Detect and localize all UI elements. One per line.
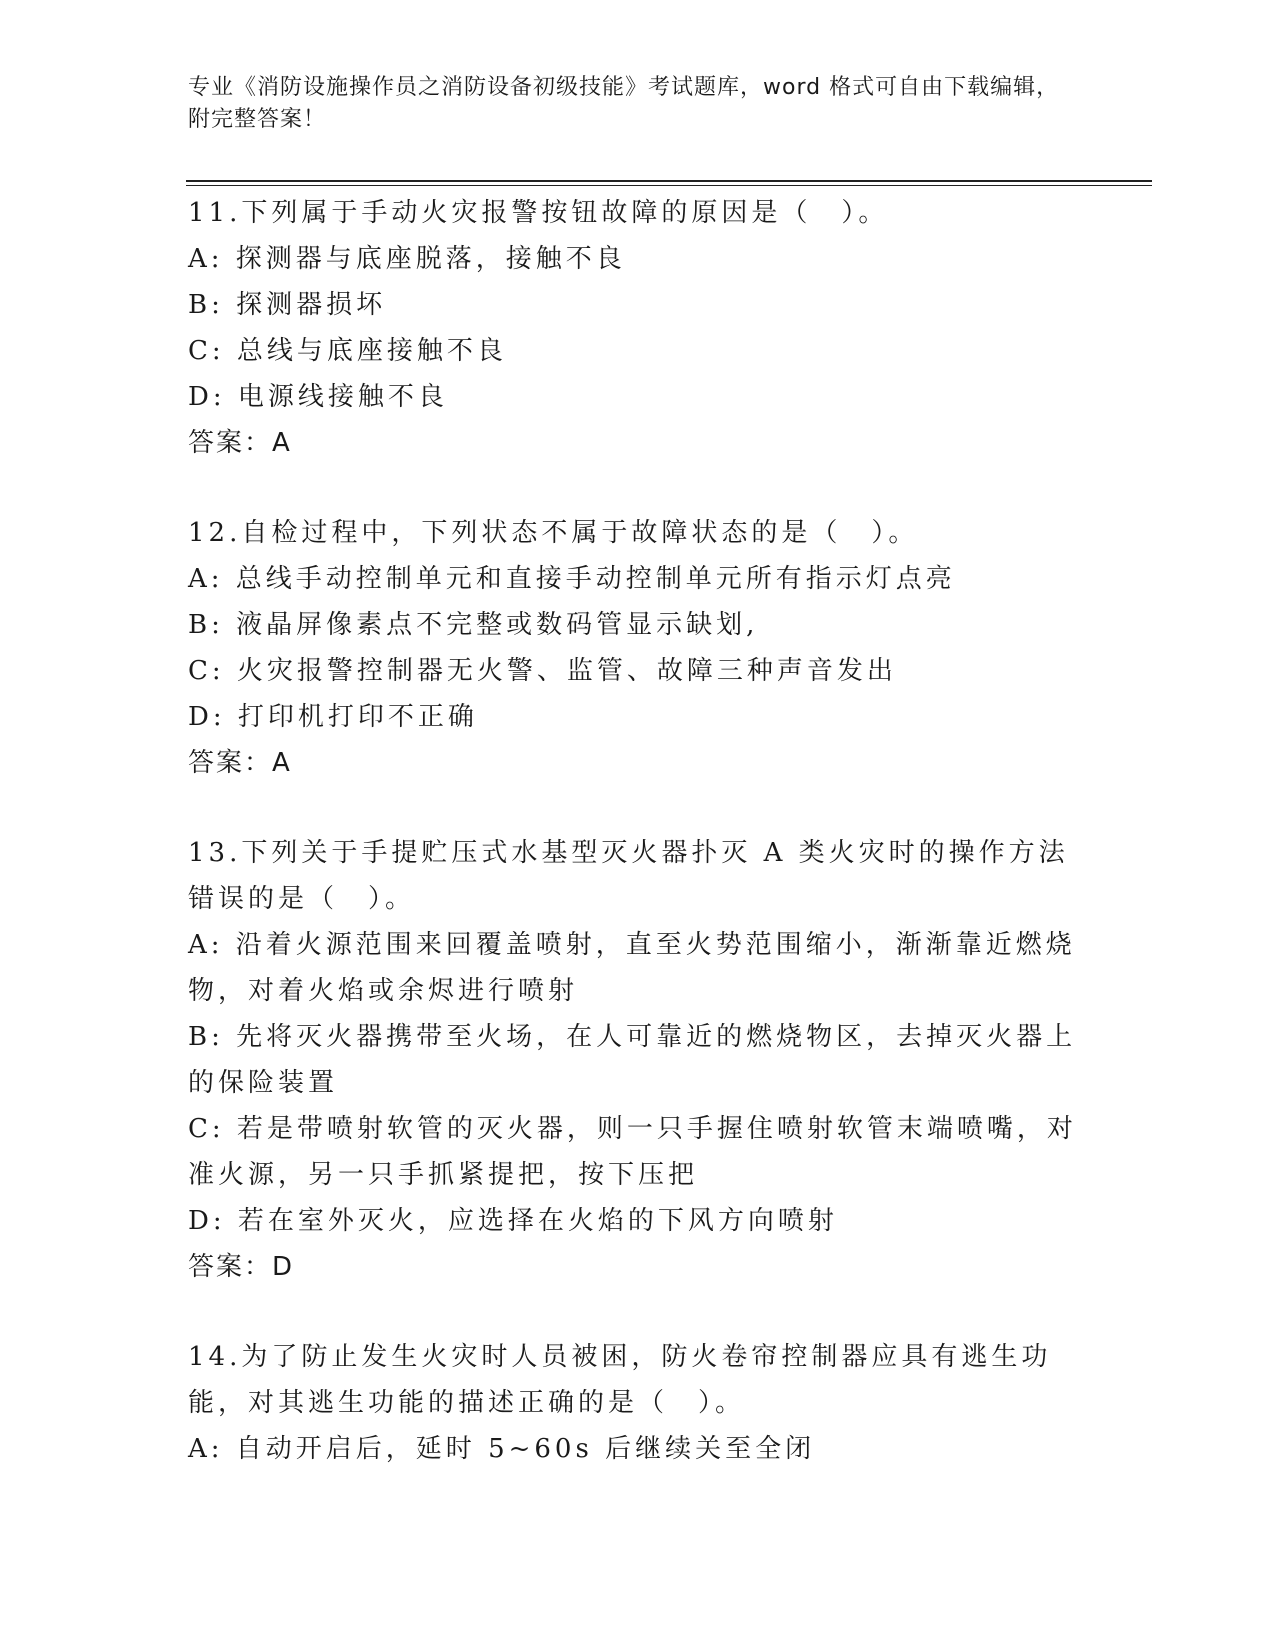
spacer [188, 466, 1088, 510]
option-a: A: 探测器与底座脱落，接触不良 [188, 244, 626, 274]
spacer [188, 1290, 1088, 1334]
option-b: B: 先将灭火器携带至火场，在人可靠近的燃烧物区，去掉灭火器上的保险装置 [188, 1022, 1077, 1098]
option-d: D: 打印机打印不正确 [188, 702, 478, 732]
question-13 [188, 830, 1088, 1290]
option-c: C: 若是带喷射软管的灭火器，则一只手握住喷射软管末端喷嘴，对准火源，另一只手抓紧提把，按下压把 [188, 1114, 1077, 1190]
question-stem: 14.为了防止发生火灾时人员被困，防火卷帘控制器应具有逃生功能，对其逃生功能的描述正确的是（ ）。 [188, 1342, 1052, 1418]
spacer [188, 786, 1088, 830]
header-rule-thin [186, 185, 1152, 186]
option-a: A: 自动开启后，延时 5~60s 后继续关至全闭 [188, 1434, 816, 1464]
answer-line [188, 420, 1088, 466]
answer-value: A [272, 748, 292, 778]
option-a: A: 总线手动控制单元和直接手动控制单元所有指示灯点亮 [188, 564, 956, 594]
answer-value: A [272, 428, 292, 458]
question-stem: 13.下列关于手提贮压式水基型灭火器扑灭 A 类火灾时的操作方法错误的是（ ）。 [188, 838, 1069, 914]
option-c: C: 总线与底座接触不良 [188, 336, 507, 366]
question-list [188, 190, 1088, 1472]
option-c: C: 火灾报警控制器无火警、监管、故障三种声音发出 [188, 656, 897, 686]
answer-label: 答案： [188, 428, 273, 458]
question-11 [188, 190, 1088, 466]
question-12 [188, 510, 1088, 786]
option-b: B: 液晶屏像素点不完整或数码管显示缺划, [188, 610, 759, 640]
header-text: 专业《消防设施操作员之消防设备初级技能》考试题库，word 格式可自由下载编辑，附完整答案！ [188, 75, 1060, 132]
option-b: B: 探测器损坏 [188, 290, 387, 320]
option-a: A: 沿着火源范围来回覆盖喷射，直至火势范围缩小，渐渐靠近燃烧物，对着火焰或余烬进行喷射 [188, 930, 1076, 1006]
option-d: D: 电源线接触不良 [188, 382, 448, 412]
question-stem: 12.自检过程中，下列状态不属于故障状态的是（ ）。 [188, 518, 919, 548]
answer-line [188, 1244, 1088, 1290]
header-rule-thick [186, 180, 1152, 182]
question-14 [188, 1334, 1088, 1472]
answer-value: D [272, 1252, 295, 1282]
answer-label: 答案： [188, 748, 273, 778]
question-stem: 11.下列属于手动火灾报警按钮故障的原因是（ ）。 [188, 198, 889, 228]
option-d: D: 若在室外灭火，应选择在火焰的下风方向喷射 [188, 1206, 838, 1236]
answer-label: 答案： [188, 1252, 273, 1282]
answer-line [188, 740, 1088, 786]
document-header [188, 72, 1078, 136]
